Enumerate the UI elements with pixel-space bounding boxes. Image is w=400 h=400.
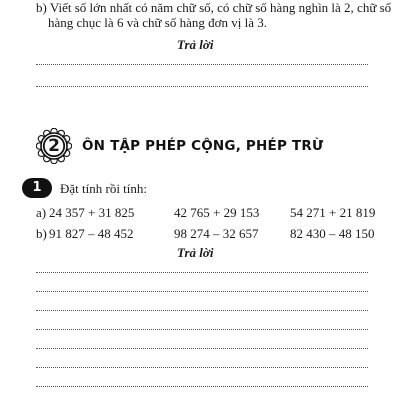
exercise-instruction: Đặt tính rồi tính: — [60, 181, 148, 196]
part-b-line-2: hàng chục là 6 và chữ số hàng đơn vị là 3. — [48, 15, 267, 30]
answer-line — [36, 310, 368, 311]
answer-heading-1: Trả lời — [177, 37, 214, 52]
answer-line — [36, 291, 368, 292]
calc-a1: 24 357 + 31 825 — [49, 205, 135, 220]
part-b-line-1: b) Viết số lớn nhất có năm chữ số, có chữ số hàng nghìn là 2, chữ số — [36, 0, 392, 15]
answer-line — [36, 64, 368, 65]
calc-a3: 54 271 + 21 819 — [290, 205, 376, 220]
answer-line — [36, 367, 368, 368]
answer-line — [36, 386, 368, 387]
calc-a2: 42 765 + 29 153 — [174, 205, 260, 220]
answer-heading-2: Trả lời — [177, 245, 214, 260]
row-label-a: a) — [36, 205, 47, 220]
calc-b2: 98 274 – 32 657 — [174, 226, 259, 241]
calc-b1: 91 827 – 48 452 — [49, 226, 134, 241]
exercise-number-badge: 1 — [22, 178, 52, 198]
section-number: 2 — [48, 136, 60, 156]
answer-line — [36, 329, 368, 330]
calc-b3: 82 430 – 48 150 — [290, 226, 375, 241]
answer-line — [36, 348, 368, 349]
row-label-b: b) — [36, 226, 47, 241]
section-title: ÔN TẬP PHÉP CỘNG, PHÉP TRỪ — [82, 138, 324, 154]
answer-line — [36, 86, 368, 87]
answer-line — [36, 272, 368, 273]
